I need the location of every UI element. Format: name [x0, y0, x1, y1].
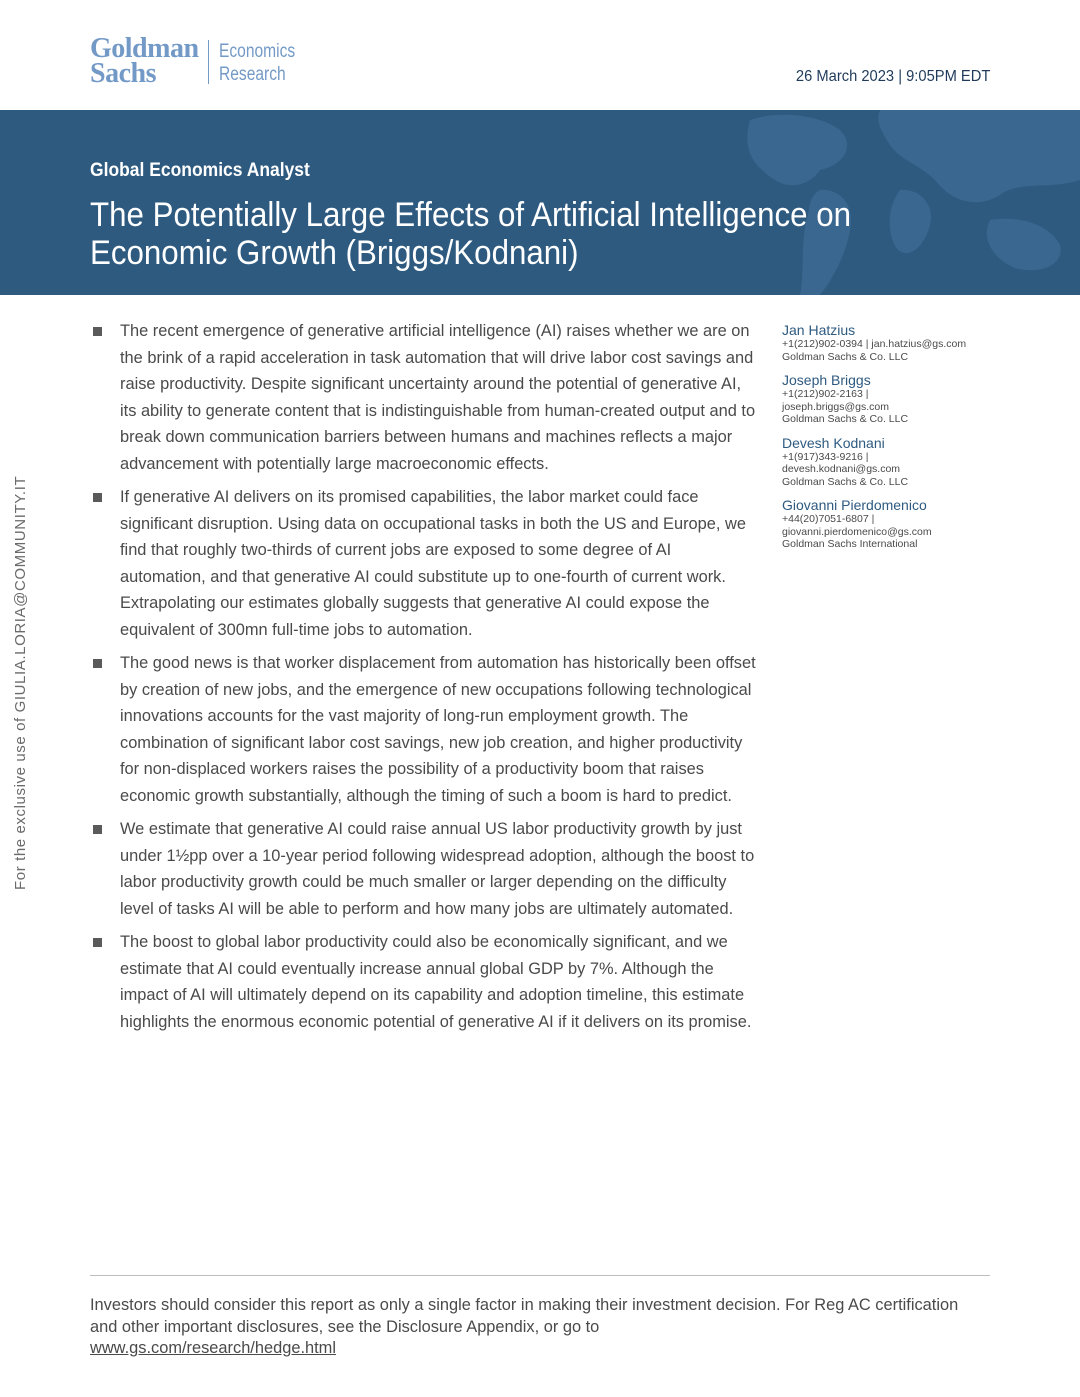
series-label: Global Economics Analyst: [90, 160, 310, 181]
hedge-disclosure-link[interactable]: www.gs.com/research/hedge.html: [90, 1339, 336, 1357]
author-email[interactable]: devesh.kodnani@gs.com: [782, 463, 901, 475]
summary-bullet: [90, 650, 760, 809]
summary-bullet: [90, 484, 760, 643]
report-header: [0, 0, 1080, 110]
author-firm: Goldman Sachs & Co. LLC: [782, 475, 909, 488]
author-phone: +1(212)902-2163 |: [782, 388, 869, 400]
logo-line-1: Goldman: [90, 33, 199, 64]
logo-divider: [208, 40, 209, 84]
author-card: [782, 372, 1002, 426]
bullet-text: We estimate that generative AI could raise annual US labor productivity growth by just under 1½pp over a 10-year period following widespread adoption, although the boost to labor productivity growth could be much smaller or larger depending on the difficulty level of tasks AI will be able to perform and how many jobs are ultimately automated.: [120, 820, 755, 918]
division-line-1: Economics: [219, 41, 296, 62]
footer-divider: [90, 1275, 990, 1276]
bullet-text: If generative AI delivers on its promised capabilities, the labor market could face significant disruption. Using data on occupational tasks in both the US and Europe, we find that roughly two-thirds of current jobs are exposed to some degree of AI automation, and that generative AI could substitute up to one-fourth of current work. Extrapolating our estimates globally suggests that generative AI could expose the equivalent of 300mn full-time jobs to automation.: [120, 488, 746, 639]
author-name[interactable]: Devesh Kodnani: [782, 434, 885, 451]
author-card: [782, 322, 1002, 363]
author-card: [782, 497, 1002, 551]
square-bullet-icon: [93, 327, 102, 336]
bullet-text: The boost to global labor productivity could also be economically significant, and we estimate that AI could eventually increase annual global GDP by 7%. Although the impact of AI will ultimately depend on its capability and adoption timeline, this estimate highlights the enormous economic potential of generative AI if it delivers on its promise.: [120, 933, 752, 1031]
author-phone: +44(20)7051-6807 |: [782, 513, 875, 525]
author-contact[interactable]: +1(212)902-0394 | jan.hatzius@gs.com: [782, 338, 967, 350]
summary-bullet: [90, 318, 760, 477]
division-label: [219, 40, 295, 86]
author-list: [782, 322, 1002, 560]
author-email[interactable]: giovanni.pierdomenico@gs.com: [782, 525, 932, 538]
title-line-2: Economic Growth (Briggs/Kodnani): [90, 234, 579, 272]
author-name[interactable]: Giovanni Pierdomenico: [782, 497, 927, 513]
disclosure-footer: [90, 1295, 990, 1360]
author-name[interactable]: Joseph Briggs: [782, 372, 871, 388]
square-bullet-icon: [93, 938, 102, 947]
exclusive-use-watermark: For the exclusive use of GIULIA.LORIA@COMMUNITY.IT: [12, 475, 29, 890]
summary-bullet: [90, 929, 760, 1035]
author-email[interactable]: joseph.briggs@gs.com: [782, 400, 889, 413]
title-line-1: The Potentially Large Effects of Artificial Intelligence on: [90, 196, 852, 234]
report-date: 26 March 2023 | 9:05PM EDT: [795, 68, 990, 85]
square-bullet-icon: [93, 825, 102, 834]
square-bullet-icon: [93, 659, 102, 668]
disclosure-text: Investors should consider this report as only a single factor in making their investment decision. For Reg AC certification and other important disclosures, see the Disclosure Appendix, or go to: [90, 1296, 959, 1336]
summary-bullet-list: [90, 318, 760, 1042]
bullet-text: The good news is that worker displacement from automation has historically been offset by creation of new jobs, and the emergence of new occupations following technological innovations accounts for the vast majority of long-run employment growth. The combination of significant labor cost savings, new job creation, and higher productivity for non-displaced workers raises the possibility of a productivity boom that raises economic growth substantially, although the timing of such a boom is hard to predict.: [120, 654, 756, 805]
logo-line-2: Sachs: [90, 58, 156, 89]
division-line-2: Research: [219, 64, 286, 85]
report-title: [90, 196, 918, 272]
author-card: [782, 435, 1002, 489]
goldman-sachs-logo: [90, 33, 199, 89]
author-phone: +1(917)343-9216 |: [782, 450, 869, 463]
author-firm: Goldman Sachs International: [782, 538, 918, 550]
author-firm: Goldman Sachs & Co. LLC: [782, 413, 909, 425]
square-bullet-icon: [93, 493, 102, 502]
summary-bullet: [90, 816, 760, 922]
title-banner: [0, 110, 1080, 295]
author-firm: Goldman Sachs & Co. LLC: [782, 350, 909, 363]
author-name[interactable]: Jan Hatzius: [782, 322, 856, 338]
bullet-text: The recent emergence of generative artificial intelligence (AI) raises whether we are on the brink of a rapid acceleration in task automation that will drive labor cost savings and raise productivity. Despite significant uncertainty around the potential of generative AI, its ability to generate content that is indistinguishable from human-created output and to break down communication barriers between humans and machines reflects a major advancement with potentially large macroeconomic effects.: [120, 322, 756, 473]
